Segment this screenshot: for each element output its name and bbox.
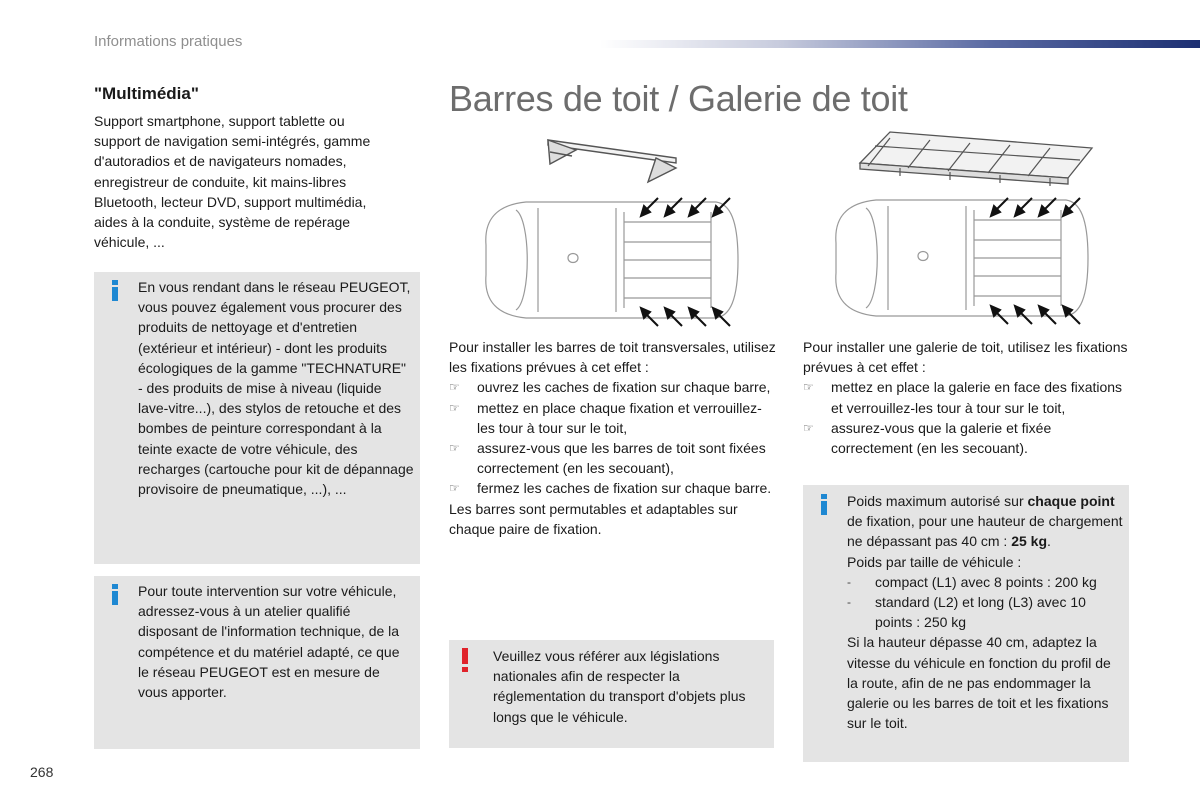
height-warning-text: Si la hauteur dépasse 40 cm, adaptez la vitesse du véhicule en fonction du profil de la route, afin de ne pas endommager la galerie ou les barres de toit et les fixations sur le toit. (847, 634, 1111, 732)
list-item: - standard (L2) et long (L3) avec 10 points : 250 kg (847, 594, 1086, 631)
warning-box (449, 640, 774, 748)
warning-box-text: Veuillez vous référer aux législations nationales afin de respecter la réglementation du transport d'objets plus longs que le véhicule. (493, 648, 746, 725)
list-item: ☞ ouvrez les caches de fixation sur chaque barre, (449, 377, 779, 397)
info-box-weight-text (847, 491, 1125, 733)
info-box-workshop (94, 576, 420, 749)
pointing-hand-icon: ☞ (803, 420, 814, 435)
pointing-hand-icon: ☞ (449, 400, 460, 415)
section-header: Informations pratiques (94, 33, 243, 50)
info-box-weight (803, 485, 1129, 762)
list-item: ☞ mettez en place chaque fixation et verrouillez-les tour à tour sur le toit, (449, 399, 762, 436)
page-number: 268 (30, 764, 54, 780)
roof-bars-illustration (476, 130, 746, 330)
pointing-hand-icon: ☞ (449, 380, 460, 395)
roof-rack-illustration (830, 128, 1100, 330)
weight-by-size-label: Poids par taille de véhicule : (847, 553, 1022, 570)
list-item: ☞ fermez les caches de fixation sur chaque barre. (449, 478, 779, 498)
roof-rack-intro: Pour installer une galerie de toit, utilisez les fixations prévues à cet effet : (803, 339, 1128, 376)
pointing-hand-icon: ☞ (449, 481, 460, 496)
list-item: ☞ mettez en place la galerie en face des fixations et verrouillez-les tour à tour sur le toit, (803, 379, 1123, 416)
pointing-hand-icon: ☞ (449, 441, 460, 456)
multimedia-title: "Multimédia" (94, 84, 199, 103)
list-item: ☞ assurez-vous que la galerie et fixée correctement (en les secouant). (803, 419, 1052, 457)
max-weight-text: Poids maximum autorisé sur chaque point de fixation, pour une hauteur de chargement ne dépassant pas 40 cm : 25 kg. (847, 493, 1123, 550)
roof-bars-instructions (449, 337, 779, 539)
header-gradient-bar (600, 40, 1200, 48)
info-box-network (94, 272, 420, 564)
info-box-workshop-text: Pour toute intervention sur votre véhicule, adressez-vous à un atelier qualifié disposant de l'information technique, de la compétence et du matériel adapté, ce que le réseau PEUGEOT est en mesure de vous apporter. (138, 583, 400, 701)
list-item: - compact (L1) avec 8 points : 200 kg (847, 573, 1097, 590)
roof-bars-outro: Les barres sont permutables et adaptables sur chaque paire de fixation. (449, 500, 738, 537)
roof-rack-instructions (803, 337, 1133, 458)
info-box-network-text: En vous rendant dans le réseau PEUGEOT, vous pouvez également vous procurer des produits de nettoyage et d'entretien (extérieur et intérieur) - dont les produits écologiques de la gamme "TECHNATURE" - des produits de mise à niveau (liquide lave-vitre...), des stylos de retouche et des bombes de peinture correspondant à la teinte exacte de votre véhicule, des recharges (cartouche pour kit de dépannage provisoire de pneumatique, ...), ... (138, 279, 414, 498)
list-item: ☞ assurez-vous que les barres de toit sont fixées correctement (en les secouant), (449, 440, 766, 477)
page-title: Barres de toit / Galerie de toit (449, 78, 908, 119)
multimedia-text: Support smartphone, support tablette ou support de navigation semi-intégrés, gamme d'autoradios et de navigateurs nomades, enregistreur de conduite, kit mains-libres Bluetooth, lecteur DVD, support multimédia, aides à la conduite, système de repérage véhicule, ... (94, 113, 371, 251)
pointing-hand-icon: ☞ (803, 380, 814, 395)
roof-bars-intro: Pour installer les barres de toit transversales, utilisez les fixations prévues à cet effet : (449, 339, 776, 376)
